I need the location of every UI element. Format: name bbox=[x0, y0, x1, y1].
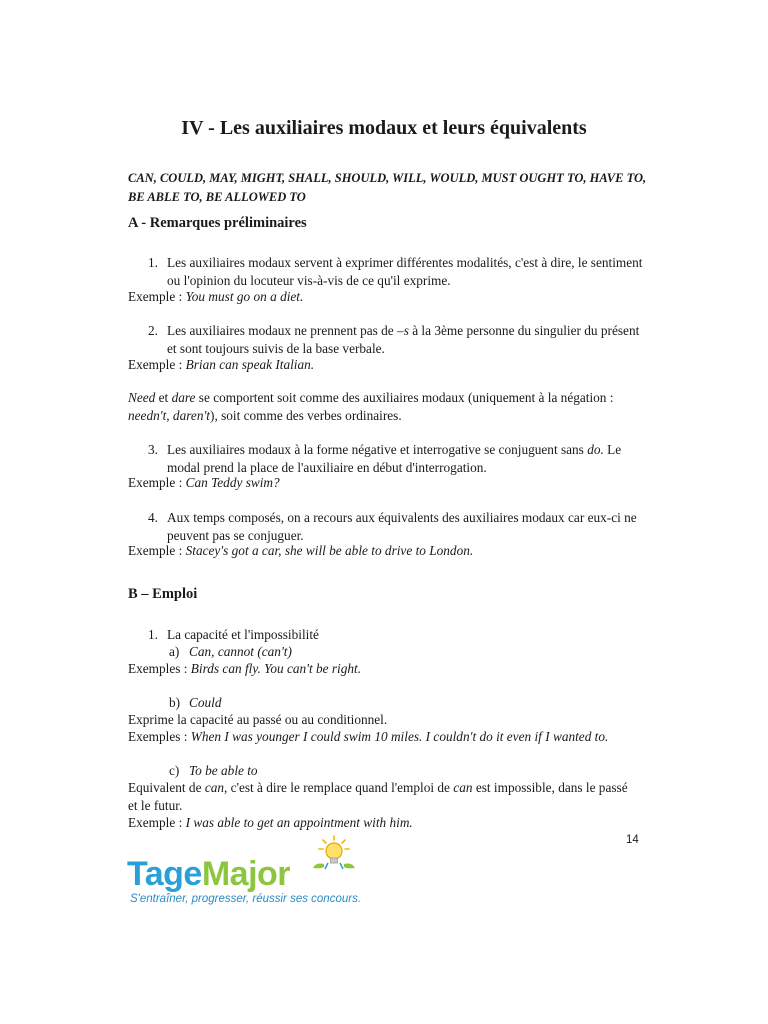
example-label: Exemple : bbox=[128, 357, 186, 372]
example-b1b bbox=[128, 728, 648, 746]
section-b-heading bbox=[128, 586, 197, 603]
sub-text: To be able to bbox=[189, 763, 258, 778]
logo-tage: Tage bbox=[127, 855, 202, 893]
text-part: est impossible, dans le passé et le futur. bbox=[128, 780, 628, 813]
text-em: Need bbox=[128, 390, 156, 405]
text-part: , c'est à dire le remplace quand l'emploi de bbox=[224, 780, 454, 795]
list-number: 1. bbox=[148, 627, 158, 642]
text-em: dare bbox=[171, 390, 196, 405]
description-c bbox=[128, 779, 628, 815]
list-text: La capacité et l'impossibilité bbox=[167, 627, 319, 642]
text-part: se comportent soit comme des auxiliaires modaux (uniquement à la négation : bbox=[195, 390, 614, 405]
text-em: –s bbox=[397, 323, 409, 338]
example-a4 bbox=[128, 542, 648, 560]
list-number: 1. bbox=[148, 255, 158, 270]
text-part: ), soit comme des verbes ordinaires. bbox=[210, 408, 402, 423]
sub-item-c bbox=[169, 762, 258, 780]
text-part: et bbox=[155, 390, 172, 405]
list-item-a2 bbox=[148, 322, 648, 358]
text-part: Equivalent de bbox=[128, 780, 205, 795]
example-label: Exemple : bbox=[128, 815, 186, 830]
sub-text: Can, cannot (can't) bbox=[189, 644, 292, 659]
example-a2 bbox=[128, 356, 648, 374]
list-item-a4 bbox=[148, 509, 648, 545]
text-em: needn't, daren't bbox=[128, 408, 211, 423]
example-text: Stacey's got a car, she will be able to drive to London. bbox=[185, 543, 474, 558]
text-part: Les auxiliaires modaux à la forme négative et interrogative se conjuguent sans bbox=[167, 442, 588, 457]
text-part: Le modal prend la place de l'auxiliaire en début d'interrogation. bbox=[167, 442, 622, 475]
text-em: do. bbox=[587, 442, 604, 457]
example-text: When I was younger I could swim 10 miles. I couldn't do it even if I wanted to. bbox=[190, 729, 609, 744]
example-label: Exemple : bbox=[128, 475, 186, 490]
list-item-a1 bbox=[148, 254, 648, 290]
list-text bbox=[167, 322, 648, 358]
heading-letter: B bbox=[128, 586, 138, 602]
text-em: can bbox=[453, 780, 473, 795]
example-text: Can Teddy swim? bbox=[185, 475, 280, 490]
example-b1a bbox=[128, 660, 648, 678]
example-text: Brian can speak Italian. bbox=[185, 357, 315, 372]
logo-major: Major bbox=[201, 855, 291, 893]
sub-label: a) bbox=[169, 644, 180, 659]
tagemajor-logo bbox=[127, 855, 290, 893]
description-b: Exprime la capacité au passé ou au conditionnel. bbox=[128, 712, 388, 727]
sub-item-b bbox=[169, 694, 222, 712]
list-number: 3. bbox=[148, 442, 158, 457]
sub-label: b) bbox=[169, 695, 181, 710]
list-number: 2. bbox=[148, 323, 158, 338]
sub-item-a bbox=[169, 643, 292, 661]
example-b1c bbox=[128, 814, 648, 832]
page-title: IV - Les auxiliaires modaux et leurs équivalents bbox=[181, 117, 587, 139]
logo-tagline: S'entraîner, progresser, réussir ses concours. bbox=[130, 893, 362, 905]
example-a3 bbox=[128, 474, 648, 492]
section-a-heading: A - Remarques préliminaires bbox=[128, 215, 307, 231]
lightbulb-icon bbox=[310, 833, 358, 873]
example-label: Exemples : bbox=[128, 729, 191, 744]
example-text: Birds can fly. You can't be right. bbox=[190, 661, 362, 676]
text-part: à la 3ème personne du singulier du présent et sont toujours suivis de la base verbale. bbox=[167, 323, 640, 356]
example-text: I was able to get an appointment with him. bbox=[185, 815, 413, 830]
example-label: Exemple : bbox=[128, 543, 186, 558]
list-item-a3 bbox=[148, 441, 648, 477]
sub-label: c) bbox=[169, 763, 180, 778]
list-number: 4. bbox=[148, 510, 158, 525]
list-text: Aux temps composés, on a recours aux équivalents des auxiliaires modaux car eux-ci ne peuvent pas se conjuguer. bbox=[167, 510, 637, 543]
example-label: Exemple : bbox=[128, 289, 186, 304]
example-a1 bbox=[128, 288, 648, 306]
text-part: Les auxiliaires modaux ne prennent pas de bbox=[167, 323, 398, 338]
list-item-b1 bbox=[148, 626, 648, 644]
list-text: Les auxiliaires modaux servent à exprimer différentes modalités, c'est à dire, le sentiment ou l'opinion du locuteur vis-à-vis de ce qu'il exprime. bbox=[167, 255, 643, 288]
example-text: You must go on a diet. bbox=[185, 289, 304, 304]
text-em: can bbox=[204, 780, 225, 795]
example-label: Exemples : bbox=[128, 661, 191, 676]
sub-text: Could bbox=[189, 695, 222, 710]
page-number: 14 bbox=[626, 834, 639, 846]
heading-text: – Emploi bbox=[137, 586, 198, 602]
modal-list: CAN, COULD, MAY, MIGHT, SHALL, SHOULD, WILL, WOULD, MUST OUGHT TO, HAVE TO, BE ABLE TO, BE ALLOWED TO bbox=[128, 171, 647, 204]
list-text bbox=[167, 441, 648, 477]
need-dare-paragraph bbox=[128, 389, 638, 425]
